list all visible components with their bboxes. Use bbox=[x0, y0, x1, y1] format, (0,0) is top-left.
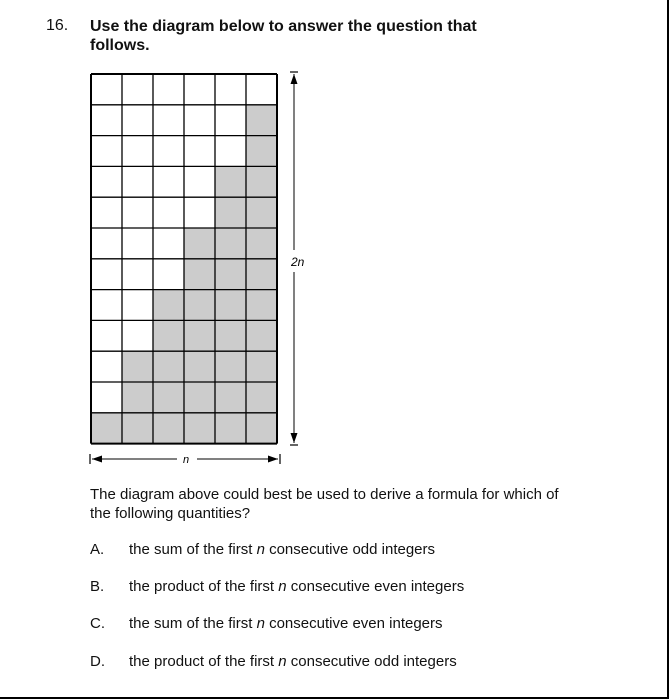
shaded-cell bbox=[246, 351, 277, 382]
grid-cell bbox=[153, 197, 184, 228]
grid-cell bbox=[215, 74, 246, 105]
grid-cell bbox=[91, 259, 122, 290]
shaded-cell bbox=[215, 351, 246, 382]
grid-cell bbox=[215, 136, 246, 167]
grid-cell bbox=[91, 320, 122, 351]
grid-cell bbox=[184, 105, 215, 136]
shaded-cell bbox=[153, 320, 184, 351]
choice-text: the product of the first n consecutive even integers bbox=[129, 578, 465, 595]
arrow-down-icon bbox=[291, 433, 298, 443]
shaded-cell bbox=[246, 136, 277, 167]
grid-cell bbox=[91, 105, 122, 136]
grid-cell bbox=[184, 136, 215, 167]
grid-cell bbox=[122, 197, 153, 228]
choice-letter: B. bbox=[90, 578, 105, 595]
grid-cell bbox=[91, 74, 122, 105]
shaded-cell bbox=[184, 259, 215, 290]
choice-text: the product of the first n consecutive odd integers bbox=[129, 653, 457, 670]
shaded-cell bbox=[184, 351, 215, 382]
shaded-cell bbox=[153, 382, 184, 413]
width-dimension bbox=[90, 454, 280, 466]
question-stem: The diagram above could best be used to derive a formula for which of the following quantities? bbox=[90, 486, 559, 522]
grid-cell bbox=[91, 290, 122, 321]
shaded-cell bbox=[246, 320, 277, 351]
choice-text: the sum of the first n consecutive even integers bbox=[129, 615, 443, 632]
shaded-cell bbox=[246, 382, 277, 413]
grid-cell bbox=[122, 166, 153, 197]
grid-cell bbox=[122, 136, 153, 167]
shaded-cell bbox=[153, 290, 184, 321]
shaded-cell bbox=[153, 351, 184, 382]
grid-cell bbox=[153, 259, 184, 290]
grid-cell bbox=[153, 105, 184, 136]
grid-cell bbox=[184, 166, 215, 197]
shaded-cell bbox=[246, 413, 277, 444]
grid-cell bbox=[91, 166, 122, 197]
grid-cell bbox=[246, 74, 277, 105]
shaded-cell bbox=[246, 259, 277, 290]
grid-cell bbox=[184, 74, 215, 105]
grid-cell bbox=[153, 136, 184, 167]
grid-cell bbox=[122, 290, 153, 321]
shaded-cell bbox=[184, 413, 215, 444]
grid-cell bbox=[91, 228, 122, 259]
grid-cell bbox=[122, 259, 153, 290]
shaded-cell bbox=[215, 197, 246, 228]
shaded-cell bbox=[184, 228, 215, 259]
height-dimension bbox=[290, 72, 305, 445]
question-number: 16. bbox=[46, 17, 69, 34]
shaded-cell bbox=[215, 166, 246, 197]
shaded-cell bbox=[122, 382, 153, 413]
shaded-cell bbox=[246, 197, 277, 228]
choice-letter: D. bbox=[90, 653, 105, 670]
shaded-cell bbox=[215, 413, 246, 444]
grid-cell bbox=[153, 166, 184, 197]
shaded-cell bbox=[215, 382, 246, 413]
grid-cell bbox=[122, 74, 153, 105]
grid-cell bbox=[153, 74, 184, 105]
shaded-cell bbox=[215, 228, 246, 259]
shaded-cell bbox=[122, 351, 153, 382]
arrow-right-icon bbox=[268, 456, 278, 463]
arrow-up-icon bbox=[291, 74, 298, 84]
grid-cell bbox=[122, 320, 153, 351]
choice-letter: A. bbox=[90, 541, 105, 558]
grid-cell bbox=[91, 136, 122, 167]
choice-text: the sum of the first n consecutive odd integers bbox=[129, 541, 436, 558]
shaded-cell bbox=[215, 259, 246, 290]
choice-letter: C. bbox=[90, 615, 105, 632]
shaded-cell bbox=[246, 290, 277, 321]
arrow-left-icon bbox=[92, 456, 102, 463]
height-label: 2n bbox=[291, 255, 305, 269]
shaded-cell bbox=[215, 320, 246, 351]
shaded-cell bbox=[215, 290, 246, 321]
shaded-cell bbox=[184, 290, 215, 321]
question-prompt: Use the diagram below to answer the question that follows. bbox=[90, 18, 477, 54]
width-label: n bbox=[183, 454, 190, 466]
grid-cell bbox=[184, 197, 215, 228]
grid-cell bbox=[91, 382, 122, 413]
grid-cell bbox=[122, 105, 153, 136]
grid-cell bbox=[122, 228, 153, 259]
grid-cell bbox=[91, 197, 122, 228]
shaded-cell bbox=[153, 413, 184, 444]
shaded-cell bbox=[184, 320, 215, 351]
shaded-cell bbox=[246, 228, 277, 259]
grid-cell bbox=[215, 105, 246, 136]
grid-cell bbox=[153, 228, 184, 259]
shaded-cell bbox=[184, 382, 215, 413]
shaded-cell bbox=[91, 413, 122, 444]
shaded-cell bbox=[246, 105, 277, 136]
grid-cell bbox=[91, 351, 122, 382]
shaded-cell bbox=[246, 166, 277, 197]
shaded-cell bbox=[122, 413, 153, 444]
